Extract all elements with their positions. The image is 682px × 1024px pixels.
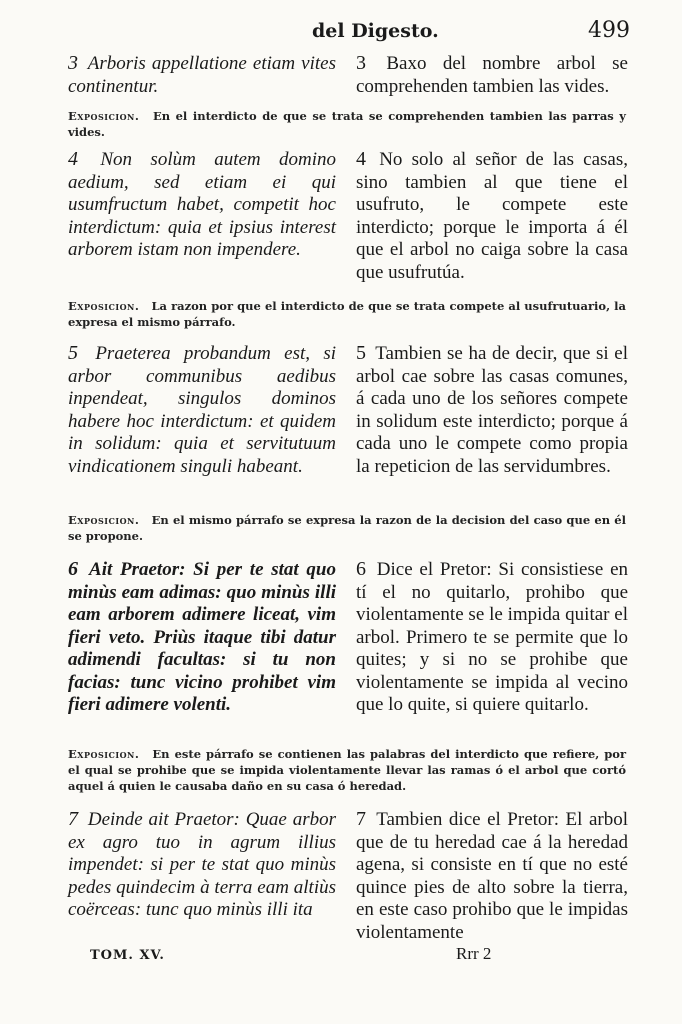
exposicion-label: Exposicion. bbox=[68, 513, 140, 527]
spanish-body: No solo al señor de las casas, sino tambien al que tiene el usufruto, le compete este interdicto; porque le importa á él que el arbol no caiga sobre la casa que usufrutúa. bbox=[356, 149, 629, 283]
latin-body: Arboris appellatione etiam vites continentur. bbox=[68, 53, 336, 97]
exposicion-label: Exposicion. bbox=[68, 109, 140, 123]
spanish-body: Tambien dice el Pretor: El arbol que de tu heredad cae á la heredad agena, si consiste en tí que no esté quince pies de alto sobre la tierra, en este caso prohibo que le impidas violentamente bbox=[356, 809, 628, 943]
spanish-body: Tambien se ha de decir, que si el arbol cae sobre las casas comunes, á cada uno de los señores compete in solidum este interdicto; porque á cada uno le compete como propia la repeticion de las servidumbres. bbox=[356, 343, 628, 477]
exposicion-note bbox=[68, 746, 626, 794]
latin-body: Deinde ait Praetor: Quae arbor ex agro tuo in agrum illius impendet: si per te stat quo minùs pedes quindecim à terra eam altiùs coërceas: tunc quo minùs illi ita bbox=[68, 809, 336, 920]
paragraph-number: 4 bbox=[356, 148, 366, 170]
paragraph-4 bbox=[68, 148, 628, 288]
paragraph-7 bbox=[68, 808, 628, 942]
paragraph-number: 6 bbox=[356, 558, 366, 580]
spanish-body: Dice el Pretor: Si consistiese en tí el no quitarlo, prohibo que violentamente se le impida quitar el arbol. Primero te se permite que lo quites; y si no se prohibe que violentamente se impida al vecino que lo quite, si quiere quitarlo. bbox=[356, 559, 629, 715]
exposicion-label: Exposicion. bbox=[68, 299, 140, 313]
spanish-text bbox=[356, 558, 628, 717]
paragraph-number: 5 bbox=[356, 342, 366, 364]
paragraph-number: 4 bbox=[68, 148, 78, 170]
running-title: del Digesto. bbox=[312, 20, 439, 42]
latin-text bbox=[68, 558, 336, 717]
spanish-text bbox=[356, 808, 628, 944]
exposicion-text: La razon por que el interdicto de que se trata compete al usufrutuario, la expresa el mismo párrafo. bbox=[68, 299, 626, 329]
exposicion-note bbox=[68, 512, 626, 544]
paragraph-6 bbox=[68, 558, 628, 738]
page-number: 499 bbox=[588, 18, 630, 43]
paragraph-number: 3 bbox=[68, 52, 78, 74]
spanish-text bbox=[356, 148, 628, 284]
latin-text bbox=[68, 342, 336, 478]
exposicion-label: Exposicion. bbox=[68, 747, 140, 761]
paragraph-number: 6 bbox=[68, 558, 78, 580]
spanish-text bbox=[356, 52, 628, 98]
paragraph-number: 5 bbox=[68, 342, 78, 364]
latin-text bbox=[68, 148, 336, 262]
latin-body: Ait Praetor: Si per te stat quo minùs eam adimas: quo minùs illi eam arborem adimere liceat, vim fieri veto. Priùs itaque tibi datur adimendi facultas: si tu non facias: tunc vicino prohibet vim fieri adimere volenti. bbox=[68, 559, 336, 715]
spanish-text bbox=[356, 342, 628, 478]
volume-label: TOM. XV. bbox=[90, 948, 165, 963]
exposicion-text: En el mismo párrafo se expresa la razon de la decision del caso que en él se propone. bbox=[68, 513, 626, 543]
spanish-body: Baxo del nombre arbol se comprehenden tambien las vides. bbox=[356, 53, 628, 97]
signature-mark: Rrr 2 bbox=[456, 944, 492, 963]
latin-text bbox=[68, 808, 336, 922]
latin-body: Non solùm autem domino aedium, sed etiam ei qui usumfructum habet, competit hoc interdictum: quia et ipsius interest arborem istam non impendere. bbox=[68, 149, 336, 260]
latin-body: Praeterea probandum est, si arbor communibus aedibus inpendeat, singulos dominos habere hoc interdictum: et quidem in solidum: quia et servitutuum vindicationem singuli habeant. bbox=[68, 343, 336, 477]
exposicion-note bbox=[68, 298, 626, 330]
exposicion-text: En el interdicto de que se trata se comprehenden tambien las parras y vides. bbox=[68, 109, 626, 139]
paragraph-number: 7 bbox=[356, 808, 366, 830]
page-header bbox=[68, 18, 630, 50]
exposicion-text: En este párrafo se contienen las palabras del interdicto que refiere, por el qual se prohibe que se impida violentamente llevar las ramas ó el arbol que cortó aquel á quien le causaba daño en su casa ó heredad. bbox=[68, 747, 626, 793]
paragraph-5 bbox=[68, 342, 628, 502]
latin-text bbox=[68, 52, 336, 98]
paragraph-3 bbox=[68, 52, 628, 102]
exposicion-note bbox=[68, 108, 626, 140]
paragraph-number: 3 bbox=[356, 52, 366, 74]
paragraph-number: 7 bbox=[68, 808, 78, 830]
